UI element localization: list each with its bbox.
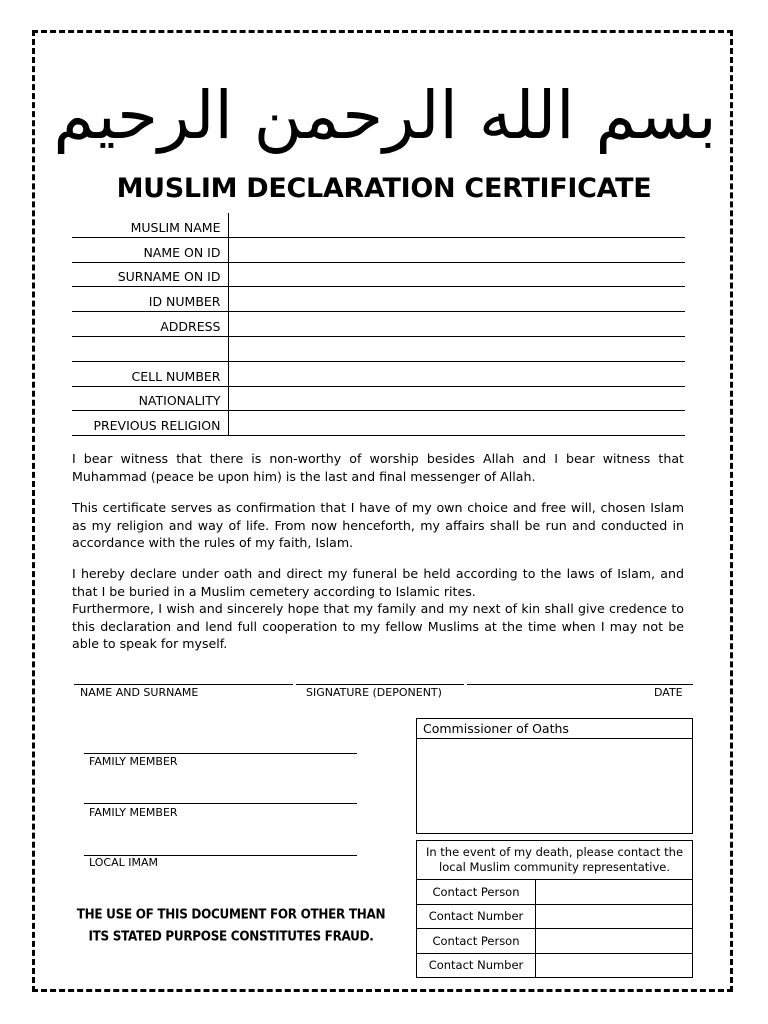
form-row-nationality bbox=[72, 386, 685, 411]
contact-person-field[interactable] bbox=[536, 929, 693, 954]
form-row-address-line-2 bbox=[72, 336, 685, 361]
family-member-1-label: FAMILY MEMBER bbox=[89, 755, 178, 768]
declaration-paragraph-1: I bear witness that there is non-worthy of worship besides Allah and I bear witness that Muhammad (peace be upon him) is the last and final messenger of Allah. bbox=[72, 451, 684, 484]
commissioner-of-oaths-box bbox=[416, 718, 693, 834]
commissioner-title: Commissioner of Oaths bbox=[417, 719, 692, 739]
contact-row bbox=[417, 953, 692, 977]
field-label: NAME ON ID bbox=[72, 237, 228, 262]
basmala-calligraphy: بسم الله الرحمن الرحيم bbox=[53, 76, 717, 154]
name-surname-label: NAME AND SURNAME bbox=[80, 686, 199, 699]
contact-person-label: Contact Person bbox=[417, 880, 536, 904]
signature-line[interactable] bbox=[296, 684, 464, 685]
contact-person-field[interactable] bbox=[536, 880, 693, 904]
address-field[interactable] bbox=[228, 312, 685, 337]
form-row-cell-number bbox=[72, 361, 685, 386]
contact-row bbox=[417, 929, 692, 954]
fraud-notice-line-1: THE USE OF THIS DOCUMENT FOR OTHER THAN bbox=[76, 906, 386, 922]
cell-number-field[interactable] bbox=[228, 361, 685, 386]
contact-number-field[interactable] bbox=[536, 953, 693, 977]
address-line-2-field[interactable] bbox=[228, 336, 685, 361]
contact-number-label: Contact Number bbox=[417, 904, 536, 929]
field-label: SURNAME ON ID bbox=[72, 262, 228, 287]
contact-heading-line-1: In the event of my death, please contact the bbox=[425, 845, 684, 859]
contact-person-label: Contact Person bbox=[417, 929, 536, 954]
name-on-id-field[interactable] bbox=[228, 237, 685, 262]
date-line[interactable] bbox=[467, 684, 693, 685]
previous-religion-field[interactable] bbox=[228, 411, 685, 436]
contact-heading-line-2: local Muslim community representative. bbox=[439, 860, 670, 874]
name-surname-line[interactable] bbox=[74, 684, 293, 685]
form-row-id-number bbox=[72, 287, 685, 312]
date-label: DATE bbox=[654, 686, 683, 699]
id-number-field[interactable] bbox=[228, 287, 685, 312]
nationality-field[interactable] bbox=[228, 386, 685, 411]
personal-details-form bbox=[72, 213, 685, 436]
form-row-muslim-name bbox=[72, 213, 685, 237]
contact-number-label: Contact Number bbox=[417, 953, 536, 977]
form-row-name-on-id bbox=[72, 237, 685, 262]
field-label: PREVIOUS RELIGION bbox=[72, 411, 228, 436]
form-row-surname-on-id bbox=[72, 262, 685, 287]
declaration-paragraph-4: Furthermore, I wish and sincerely hope that my family and my next of kin shall give credence to this declaration and lend full cooperation to my fellow Muslims at the time when I may not be able to speak for myself. bbox=[72, 601, 684, 651]
surname-on-id-field[interactable] bbox=[228, 262, 685, 287]
signature-label: SIGNATURE (DEPONENT) bbox=[306, 686, 442, 699]
declaration-paragraph-2: This certificate serves as confirmation that I have of my own choice and free will, chosen Islam as my religion and way of life. From now henceforth, my affairs shall be run and conducted in accordance with the rules of my faith, Islam. bbox=[72, 500, 684, 550]
certificate-title: MUSLIM DECLARATION CERTIFICATE bbox=[116, 173, 652, 204]
field-label: MUSLIM NAME bbox=[72, 213, 228, 237]
contact-heading bbox=[417, 841, 692, 880]
death-contact-box bbox=[416, 840, 693, 978]
contact-row bbox=[417, 904, 692, 929]
field-label: ID NUMBER bbox=[72, 287, 228, 312]
family-member-1-line[interactable] bbox=[84, 753, 357, 754]
contact-table bbox=[417, 880, 692, 977]
declaration-paragraph-3: I hereby declare under oath and direct my funeral be held according to the laws of Islam, and that I be buried in a Muslim cemetery according to Islamic rites. bbox=[72, 566, 684, 599]
fraud-notice bbox=[75, 903, 387, 947]
family-member-2-label: FAMILY MEMBER bbox=[89, 806, 178, 819]
muslim-name-field[interactable] bbox=[228, 213, 685, 237]
field-label: CELL NUMBER bbox=[72, 361, 228, 386]
local-imam-label: LOCAL IMAM bbox=[89, 856, 158, 869]
field-label: ADDRESS bbox=[72, 312, 228, 337]
contact-row bbox=[417, 880, 692, 904]
commissioner-stamp-area[interactable] bbox=[417, 739, 692, 834]
family-member-2-line[interactable] bbox=[84, 803, 357, 804]
field-label: NATIONALITY bbox=[72, 386, 228, 411]
contact-number-field[interactable] bbox=[536, 904, 693, 929]
fraud-notice-line-2: ITS STATED PURPOSE CONSTITUTES FRAUD. bbox=[88, 928, 374, 944]
form-row-address bbox=[72, 312, 685, 337]
form-row-previous-religion bbox=[72, 411, 685, 436]
field-label bbox=[72, 336, 228, 361]
